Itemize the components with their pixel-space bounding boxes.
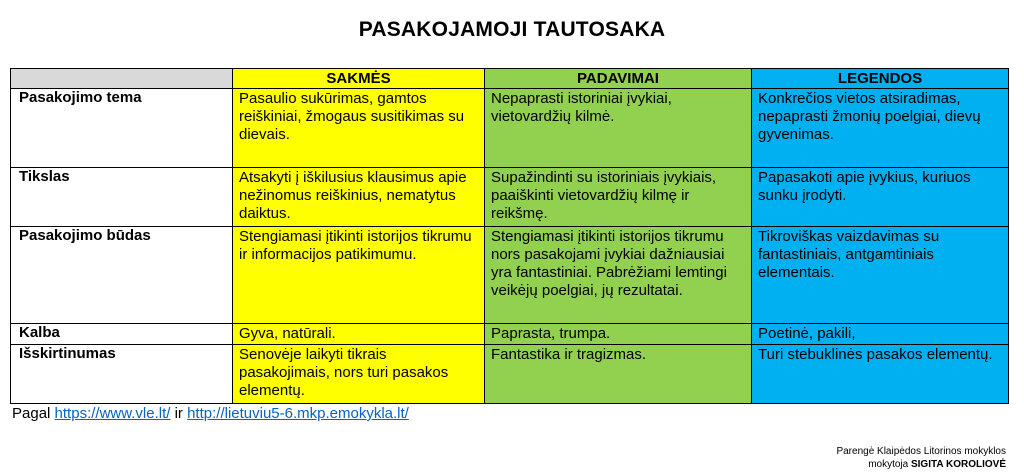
table-row: [11, 168, 1009, 227]
table-cell: Nepaprasti istoriniai įvykiai, vietovardžių kilmė.: [485, 89, 752, 168]
emokykla-link[interactable]: http://lietuviu5-6.mkp.emokykla.lt/: [187, 405, 409, 422]
credit-author: SIGITA KOROLIOVĖ: [910, 459, 1006, 470]
credit-line-2: [836, 458, 1006, 471]
table-cell: Konkrečios vietos atsiradimas, nepaprasti žmonių poelgiai, dievų gyvenimas.: [752, 89, 1009, 168]
table-cell: Poetinė, pakili,: [752, 324, 1009, 345]
table-row: [11, 345, 1009, 404]
table-cell: Gyva, natūrali.: [233, 324, 485, 345]
row-label-pasakojimo-budas: Pasakojimo būdas: [11, 227, 233, 324]
table-row: [11, 227, 1009, 324]
author-credit: [836, 445, 1006, 471]
table-cell: Fantastika ir tragizmas.: [485, 345, 752, 404]
source-prefix: Pagal: [12, 405, 51, 422]
row-label-isskirtinumas: Išskirtinumas: [11, 345, 233, 404]
table-cell: Atsakyti į iškilusius klausimus apie nežinomus reiškinius, nematytus daiktus.: [233, 168, 485, 227]
table-cell: Pasaulio sukūrimas, gamtos reiškiniai, žmogaus susitikimas su dievais.: [233, 89, 485, 168]
table-row: [11, 89, 1009, 168]
source-line: [12, 405, 409, 422]
table-cell: Supažindinti su istoriniais įvykiais, paaiškinti vietovardžių kilmę ir reikšmę.: [485, 168, 752, 227]
row-label-pasakojimo-tema: Pasakojimo tema: [11, 89, 233, 168]
column-header-legendos: LEGENDOS: [752, 69, 1009, 89]
table-row: [11, 324, 1009, 345]
header-corner: [11, 69, 233, 89]
row-label-tikslas: Tikslas: [11, 168, 233, 227]
table-cell: Tikroviškas vaizdavimas su fantastiniais, antgamtiniais elementais.: [752, 227, 1009, 324]
credit-line-1: Parengė Klaipėdos Litorinos mokyklos: [836, 446, 1006, 457]
column-header-sakmes: SAKMĖS: [233, 69, 485, 89]
source-joiner: ir: [174, 405, 183, 422]
table-cell: Papasakoti apie įvykius, kuriuos sunku įrodyti.: [752, 168, 1009, 227]
tautosaka-table: [10, 68, 1009, 404]
column-header-padavimai: PADAVIMAI: [485, 69, 752, 89]
table-cell: Stengiamasi įtikinti istorijos tikrumu nors pasakojami įvykiai dažniausiai yra fantastiniai. Pabrėžiami lemtingi veikėjų poelgiai, jų rezultatai.: [485, 227, 752, 324]
page-title: PASAKOJAMOJI TAUTOSAKA: [358, 18, 666, 41]
credit-line-2-prefix: mokytoja: [868, 459, 909, 470]
vle-link[interactable]: https://www.vle.lt/: [54, 405, 171, 422]
table-cell: Senovėje laikyti tikrais pasakojimais, nors turi pasakos elementų.: [233, 345, 485, 404]
table-cell: Paprasta, trumpa.: [485, 324, 752, 345]
row-label-kalba: Kalba: [11, 324, 233, 345]
table-cell: Stengiamasi įtikinti istorijos tikrumu ir informacijos patikimumu.: [233, 227, 485, 324]
table-header-row: [11, 69, 1009, 89]
table-cell: Turi stebuklinės pasakos elementų.: [752, 345, 1009, 404]
